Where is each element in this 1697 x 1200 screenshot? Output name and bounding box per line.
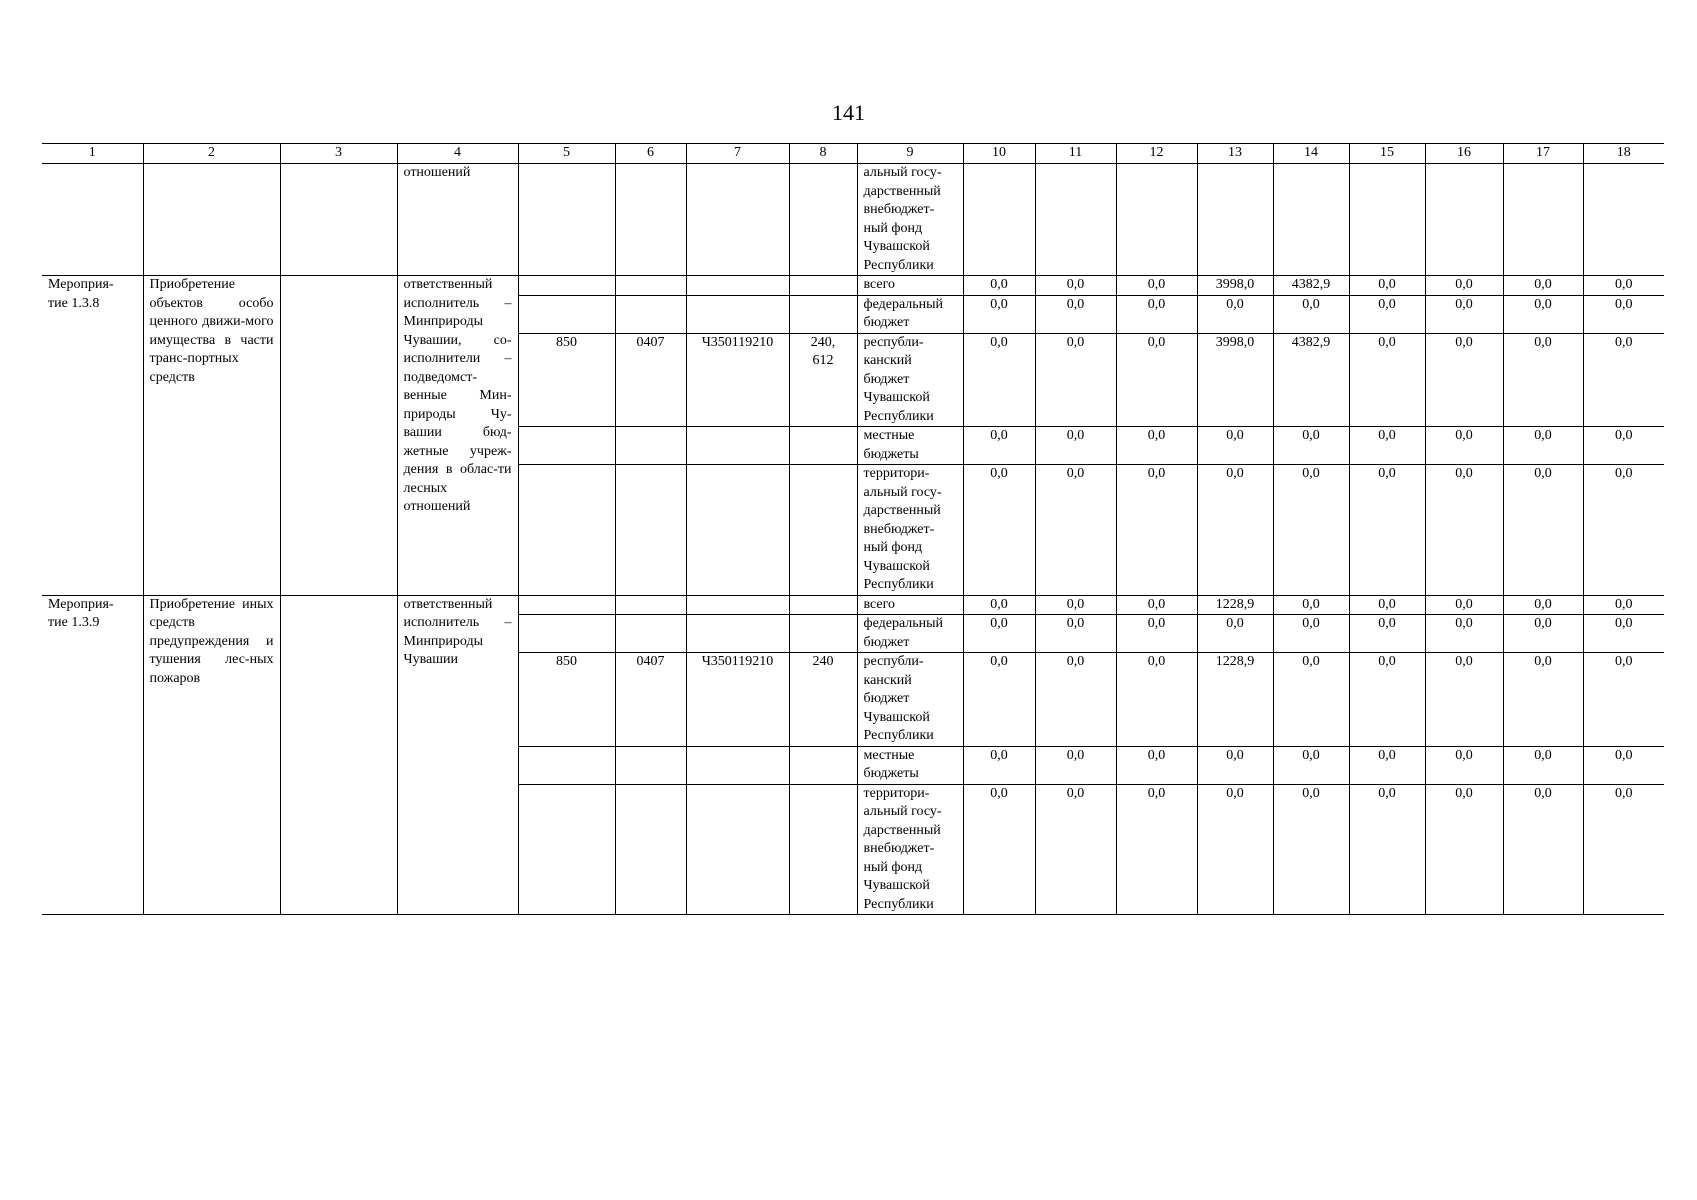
value-cell: 0,0 [1349,465,1425,596]
vr-code: 240, 612 [789,333,857,427]
empty-cell [1583,164,1664,276]
value-cell: 0,0 [963,653,1035,747]
empty-cell [789,164,857,276]
value-cell: 0,0 [1583,465,1664,596]
value-cell: 0,0 [1197,465,1273,596]
value-cell: 0,0 [1116,333,1197,427]
column-number: 3 [280,144,397,164]
column-number: 13 [1197,144,1273,164]
value-cell: 0,0 [1583,784,1664,915]
value-cell: 0,0 [1273,595,1349,615]
funding-source-cell: территори- альный госу- дарственный внебюджет- ный фонд Чувашской Республики [857,465,963,596]
value-cell: 0,0 [1349,333,1425,427]
empty-cell [518,615,615,653]
value-cell: 0,0 [1425,653,1503,747]
table-row [42,595,1664,615]
value-cell: 0,0 [1349,276,1425,296]
empty-cell [518,465,615,596]
empty-cell [686,427,789,465]
empty-cell [518,746,615,784]
value-cell: 0,0 [1197,427,1273,465]
empty-cell [1425,164,1503,276]
value-cell: 0,0 [1503,295,1583,333]
column-number: 2 [143,144,280,164]
funding-source-cell: альный госу- дарственный внебюджет- ный фонд Чувашской Республики [857,164,963,276]
empty-cell [615,427,686,465]
value-cell: 0,0 [1583,295,1664,333]
value-cell: 0,0 [1425,427,1503,465]
column-number: 12 [1116,144,1197,164]
value-cell: 0,0 [1197,615,1273,653]
empty-cell [518,164,615,276]
value-cell: 0,0 [1273,465,1349,596]
value-cell: 0,0 [1425,276,1503,296]
value-cell: 0,0 [963,427,1035,465]
value-cell: 0,0 [963,615,1035,653]
value-cell: 0,0 [1273,615,1349,653]
value-cell: 0,0 [1583,595,1664,615]
empty-cell [686,746,789,784]
column-number: 9 [857,144,963,164]
empty-cell [686,784,789,915]
empty-cell [615,276,686,296]
value-cell: 0,0 [1503,615,1583,653]
column-number: 4 [397,144,518,164]
value-cell: 0,0 [1583,427,1664,465]
value-cell: 0,0 [1349,653,1425,747]
empty-cell [518,784,615,915]
funding-source-cell: республи- канский бюджет Чувашской Республики [857,653,963,747]
value-cell: 0,0 [1116,465,1197,596]
funding-table [42,143,1664,915]
empty-cell [963,164,1035,276]
value-cell: 0,0 [1425,465,1503,596]
funding-source-cell: всего [857,276,963,296]
executor-cell: отношений [397,164,518,276]
empty-cell [518,595,615,615]
empty-cell [615,595,686,615]
value-cell: 0,0 [1197,784,1273,915]
value-cell: 0,0 [963,746,1035,784]
value-cell: 0,0 [1425,615,1503,653]
empty-cell [686,276,789,296]
empty-cell [280,276,397,596]
value-cell: 0,0 [1349,295,1425,333]
funding-source-cell: местные бюджеты [857,427,963,465]
value-cell: 1228,9 [1197,595,1273,615]
empty-cell [1349,164,1425,276]
column-number: 8 [789,144,857,164]
empty-cell [789,427,857,465]
vr-code: 240 [789,653,857,747]
empty-cell [686,164,789,276]
empty-cell [1273,164,1349,276]
empty-cell [686,295,789,333]
value-cell: 0,0 [1116,784,1197,915]
value-cell: 0,0 [1583,276,1664,296]
measure-name: Мероприя- тие 1.3.8 [42,276,143,596]
funding-source-cell: республи- канский бюджет Чувашской Республики [857,333,963,427]
empty-cell [518,427,615,465]
value-cell: 0,0 [963,333,1035,427]
column-number: 5 [518,144,615,164]
value-cell: 0,0 [1035,746,1116,784]
column-number: 15 [1349,144,1425,164]
value-cell: 0,0 [1425,295,1503,333]
value-cell: 0,0 [1035,653,1116,747]
empty-cell [280,595,397,915]
column-number: 10 [963,144,1035,164]
value-cell: 0,0 [1197,295,1273,333]
empty-cell [518,295,615,333]
value-cell: 0,0 [1273,295,1349,333]
empty-cell [518,276,615,296]
value-cell: 0,0 [1425,333,1503,427]
value-cell: 0,0 [1273,427,1349,465]
funding-source-cell: местные бюджеты [857,746,963,784]
column-number: 18 [1583,144,1664,164]
value-cell: 3998,0 [1197,333,1273,427]
value-cell: 0,0 [963,295,1035,333]
grbs-code: 850 [518,333,615,427]
value-cell: 0,0 [1583,746,1664,784]
value-cell: 0,0 [1425,595,1503,615]
value-cell: 0,0 [963,595,1035,615]
page-number: 141 [832,100,865,125]
empty-cell [789,276,857,296]
column-number: 16 [1425,144,1503,164]
csr-code: Ч350119210 [686,333,789,427]
funding-source-cell: территори- альный госу- дарственный внебюджет- ный фонд Чувашской Республики [857,784,963,915]
value-cell: 0,0 [1116,615,1197,653]
value-cell: 0,0 [1503,427,1583,465]
empty-cell [686,595,789,615]
value-cell: 0,0 [1035,615,1116,653]
empty-cell [615,164,686,276]
value-cell: 0,0 [1583,615,1664,653]
value-cell: 1228,9 [1197,653,1273,747]
empty-cell [789,465,857,596]
empty-cell [42,164,143,276]
empty-cell [789,784,857,915]
empty-cell [143,164,280,276]
empty-cell [686,615,789,653]
value-cell: 0,0 [1035,595,1116,615]
value-cell: 0,0 [1273,746,1349,784]
value-cell: 0,0 [1349,746,1425,784]
continuation-row [42,164,1664,276]
empty-cell [1197,164,1273,276]
value-cell: 0,0 [1035,295,1116,333]
value-cell: 0,0 [1503,333,1583,427]
value-cell: 0,0 [963,276,1035,296]
measure-name: Мероприя- тие 1.3.9 [42,595,143,915]
value-cell: 0,0 [1425,784,1503,915]
empty-cell [615,746,686,784]
value-cell: 0,0 [1583,333,1664,427]
funding-source-cell: федеральный бюджет [857,615,963,653]
funding-source-cell: федеральный бюджет [857,295,963,333]
value-cell: 0,0 [1503,784,1583,915]
empty-cell [789,615,857,653]
value-cell: 0,0 [1349,615,1425,653]
value-cell: 4382,9 [1273,333,1349,427]
csr-code: Ч350119210 [686,653,789,747]
empty-cell [615,465,686,596]
empty-cell [1116,164,1197,276]
measure-title: Приобретение объектов особо ценного движи-мого имущества в части транс-портных средств [143,276,280,596]
value-cell: 0,0 [1035,465,1116,596]
column-number: 14 [1273,144,1349,164]
empty-cell [615,615,686,653]
rzpr-code: 0407 [615,653,686,747]
empty-cell [280,164,397,276]
column-number: 7 [686,144,789,164]
executor-cell: ответственный исполнитель – Минприроды Чувашии, со-исполнители – подведомст-венные Мин-природы Чу-вашии бюд-жетные учреж-дения в облас-ти лесных отношений [397,276,518,596]
empty-cell [615,784,686,915]
executor-cell: ответственный исполнитель – Минприроды Чувашии [397,595,518,915]
value-cell: 0,0 [1116,427,1197,465]
value-cell: 0,0 [1035,333,1116,427]
value-cell: 0,0 [1503,746,1583,784]
value-cell: 0,0 [1116,276,1197,296]
value-cell: 0,0 [1035,276,1116,296]
empty-cell [615,295,686,333]
value-cell: 0,0 [1349,427,1425,465]
value-cell: 0,0 [1349,784,1425,915]
value-cell: 0,0 [1116,746,1197,784]
empty-cell [686,465,789,596]
value-cell: 0,0 [1425,746,1503,784]
table-row [42,276,1664,296]
value-cell: 0,0 [1035,784,1116,915]
value-cell: 0,0 [1349,595,1425,615]
empty-cell [789,595,857,615]
column-number-row [42,144,1664,164]
value-cell: 3998,0 [1197,276,1273,296]
grbs-code: 850 [518,653,615,747]
value-cell: 0,0 [963,465,1035,596]
empty-cell [1035,164,1116,276]
value-cell: 0,0 [1503,276,1583,296]
empty-cell [789,295,857,333]
value-cell: 4382,9 [1273,276,1349,296]
value-cell: 0,0 [1197,746,1273,784]
value-cell: 0,0 [1583,653,1664,747]
column-number: 11 [1035,144,1116,164]
value-cell: 0,0 [963,784,1035,915]
column-number: 6 [615,144,686,164]
column-number: 1 [42,144,143,164]
value-cell: 0,0 [1273,784,1349,915]
rzpr-code: 0407 [615,333,686,427]
measure-title: Приобретение иных средств предупреждения и тушения лес-ных пожаров [143,595,280,915]
empty-cell [789,746,857,784]
value-cell: 0,0 [1035,427,1116,465]
value-cell: 0,0 [1503,653,1583,747]
funding-source-cell: всего [857,595,963,615]
column-number: 17 [1503,144,1583,164]
value-cell: 0,0 [1116,595,1197,615]
value-cell: 0,0 [1116,653,1197,747]
value-cell: 0,0 [1503,465,1583,596]
value-cell: 0,0 [1503,595,1583,615]
empty-cell [1503,164,1583,276]
value-cell: 0,0 [1273,653,1349,747]
value-cell: 0,0 [1116,295,1197,333]
